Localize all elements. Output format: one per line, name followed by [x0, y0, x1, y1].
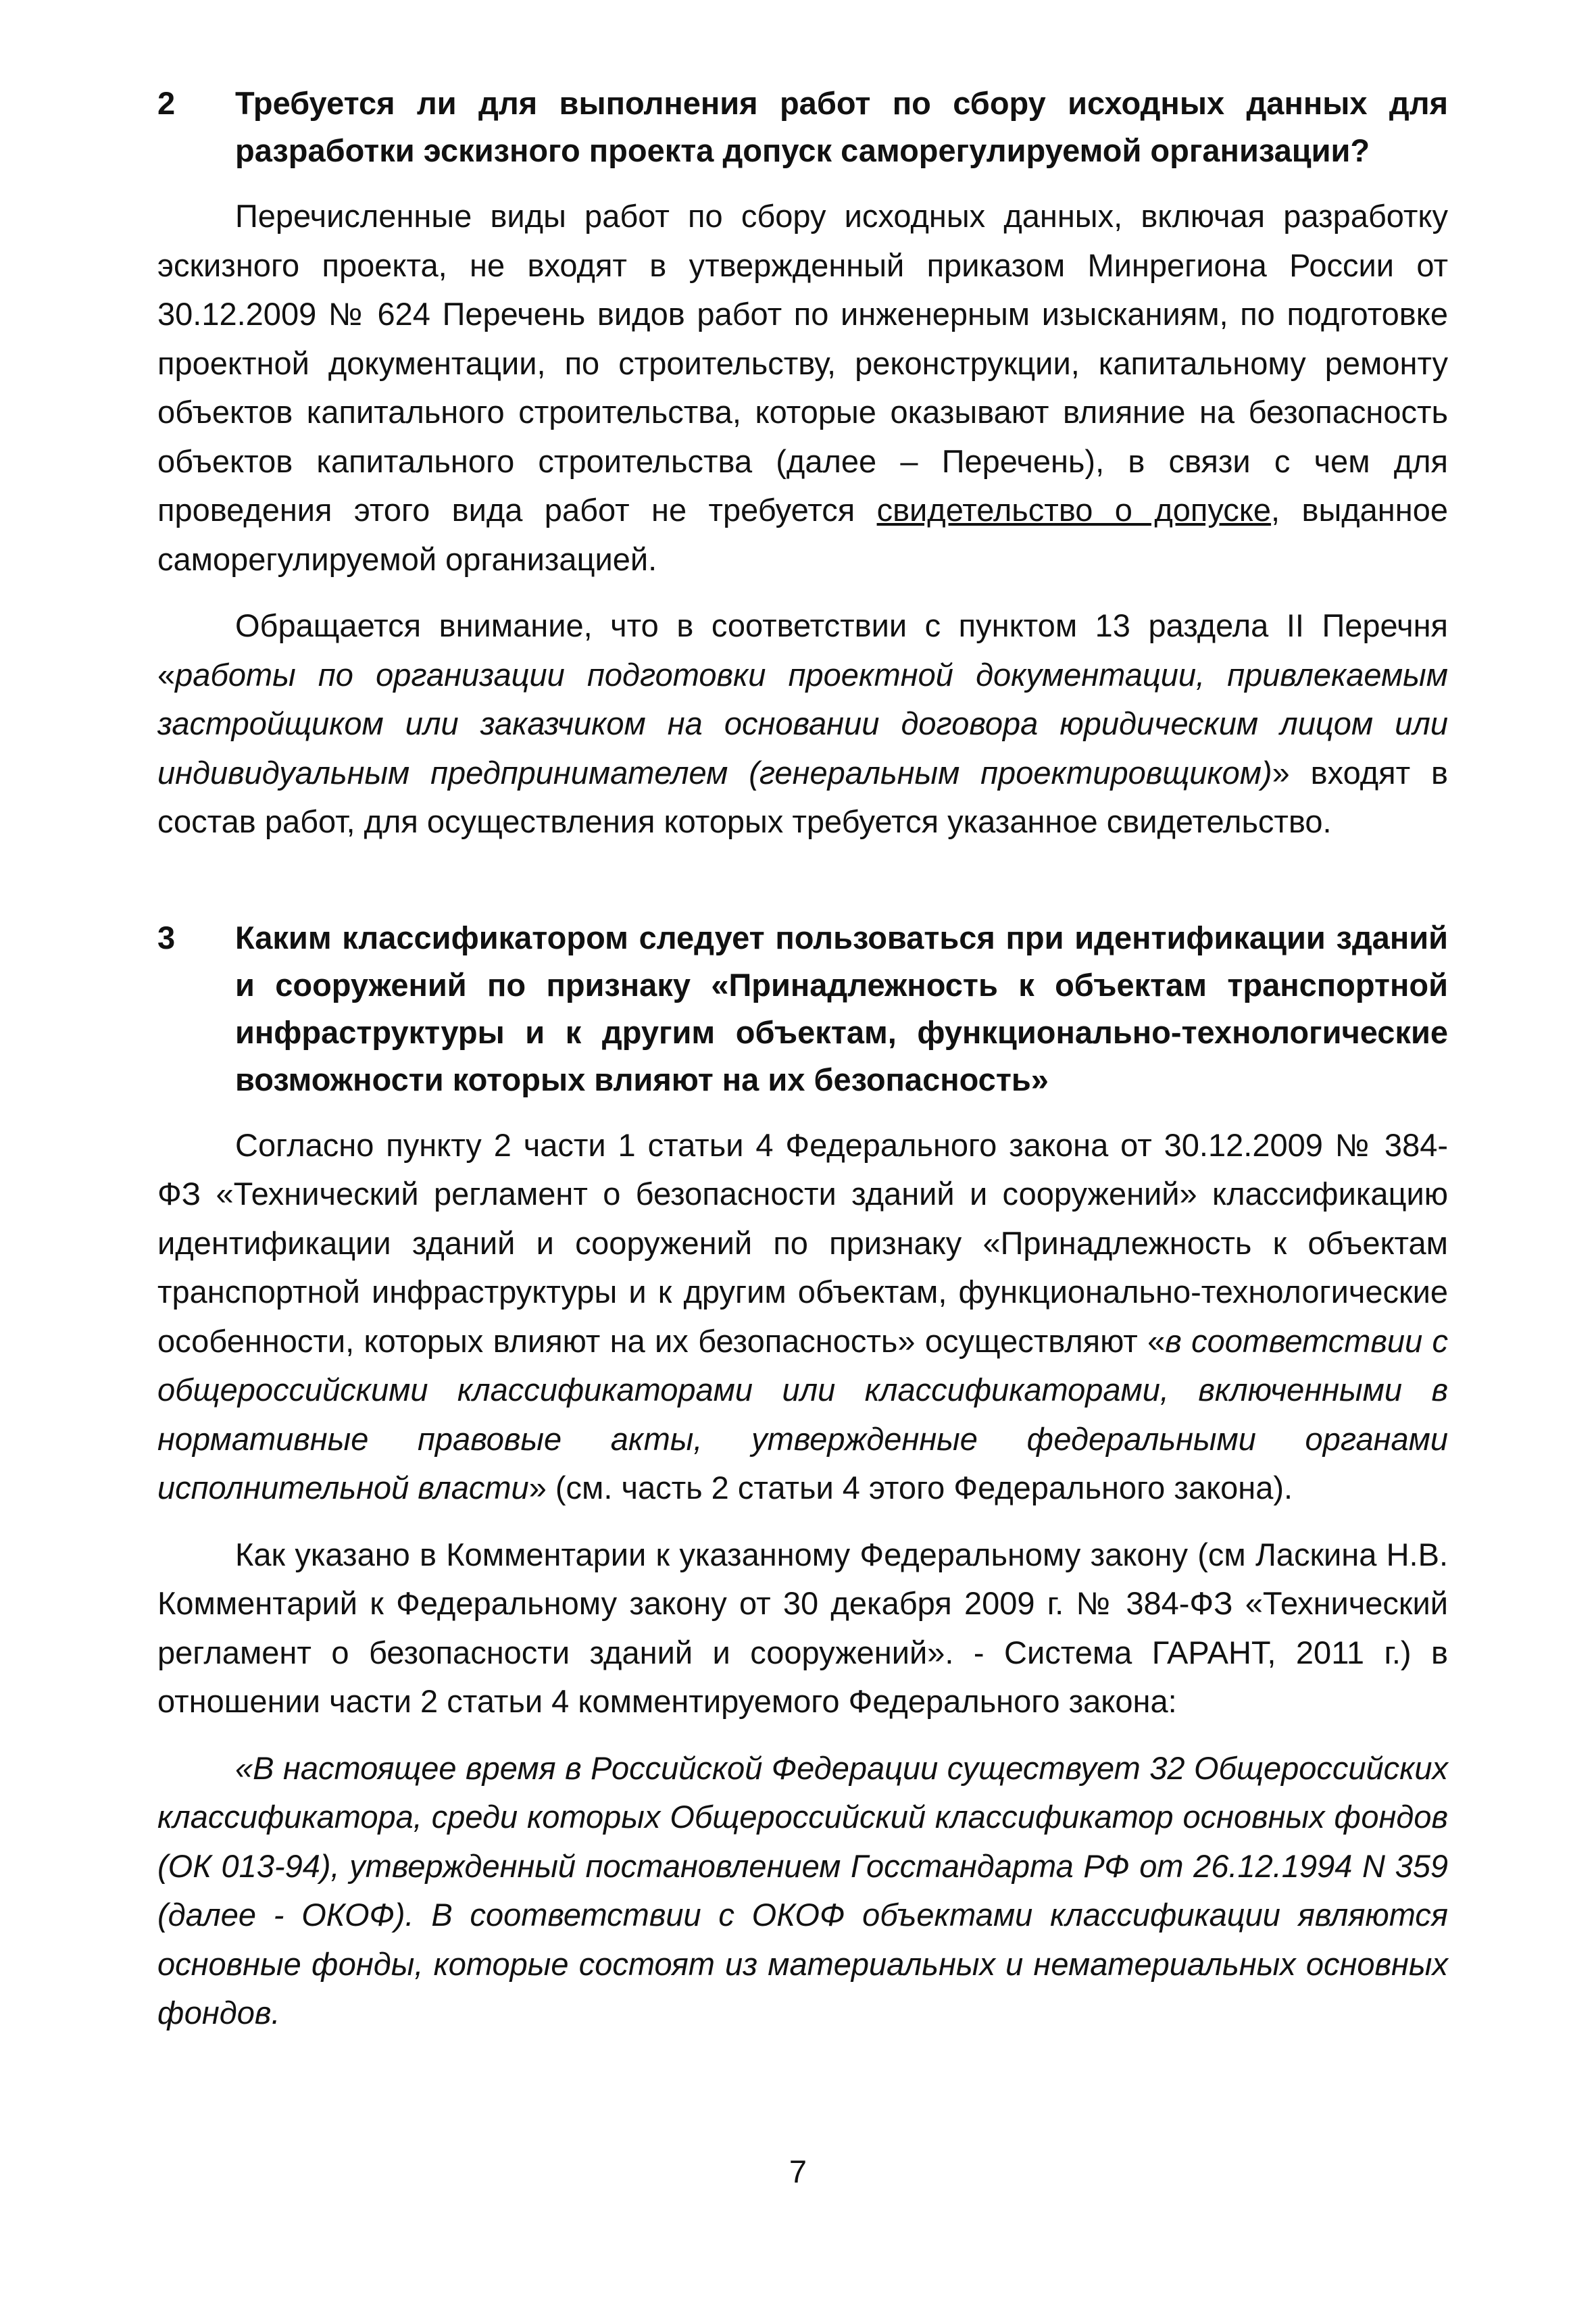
section-2-p2-text: Обращается внимание, что в соответствии с пунктом 13 раздела II Перечня « [157, 607, 1448, 693]
section-3-p1-text: Согласно пункту 2 части 1 статьи 4 Федерального закона от 30.12.2009 № 384-ФЗ «Технический регламент о безопасности зданий и сооружений» классификацию идентификации зданий и сооружений по признаку «Принадлежность к объектам транспортной инфраструктуры и к другим объектам, функционально-технологические особенности, которых влияют на их безопасность» осуществляют « [157, 1126, 1448, 1359]
section-3-heading [157, 914, 1448, 1103]
section-2-p2-quote: работы по организации подготовки проектной документации, привлекаемым застройщиком или заказчиком на основании договора юридическим лицом или индивидуальным предпринимателем (генеральным проектировщиком) [157, 656, 1448, 791]
page-content [157, 80, 1448, 2038]
section-3-p1-text-end: » (см. часть 2 статьи 4 этого Федерального закона). [528, 1470, 1293, 1505]
section-3-p1-quote: в соответствии с общероссийскими классификаторами или классификаторами, включенными в нормативные правовые акты, утвержденные федеральными органами исполнительной власти [157, 1322, 1448, 1505]
section-3-paragraph-3-quote: «В настоящее время в Российской Федерации существует 32 Общероссийских классификатора, среди которых Общероссийский классификатор основных фондов (ОК 013-94), утвержденный постановлением Госстандарта РФ от 26.12.1994 N 359 (далее - ОКОФ). В соответствии с ОКОФ объектами классификации являются основные фонды, которые состоят из материальных и нематериальных основных фондов. [157, 1749, 1448, 2031]
section-2-paragraph-2 [157, 601, 1448, 847]
page-number: 7 [789, 2154, 807, 2189]
section-2-heading [157, 80, 1448, 174]
section-2-p2-text-end: » входят в состав работ, для осуществления которых требуется указанное свидетельство. [157, 754, 1448, 839]
section-2-number: 2 [157, 85, 176, 121]
section-3-number: 3 [157, 919, 176, 955]
section-3-title: Каким классификатором следует пользоваться при идентификации зданий и сооружений по признаку «Принадлежность к объектам транспортной инфраструктуры и к другим объектам, функционально-технологические возможности которых влияют на их безопасность» [235, 919, 1448, 1097]
section-2-p1-text: Перечисленные виды работ по сбору исходных данных, включая разработку эскизного проекта, не входят в утвержденный приказом Минрегиона России от 30.12.2009 № 624 Перечень видов работ по инженерным изысканиям, по подготовке проектной документации, по строительству, реконструкции, капитальному ремонту объектов капитального строительства, которые оказывают влияние на безопасность объектов капитального строительства (далее – Перечень), в связи с чем для проведения этого вида работ не требуется [157, 198, 1448, 528]
section-3-paragraph-1 [157, 1121, 1448, 1513]
section-2-paragraph-1 [157, 192, 1448, 584]
section-2-p1-text-end: , выданное саморегулируемой организацией. [157, 492, 1449, 577]
section-3-paragraph-2: Как указано в Комментарии к указанному Федеральному закону (см Ласкина Н.В. Комментарий к Федеральному закону от 30 декабря 2009 г. № 384-ФЗ «Технический регламент о безопасности зданий и сооружений». - Система ГАРАНТ, 2011 г.) в отношении части 2 статьи 4 комментируемого Федерального закона: [157, 1536, 1448, 1719]
section-2-title: Требуется ли для выполнения работ по сбору исходных данных для разработки эскизного проекта допуск саморегулируемой организации? [235, 85, 1448, 168]
certificate-link: свидетельство о допуске [876, 492, 1272, 528]
